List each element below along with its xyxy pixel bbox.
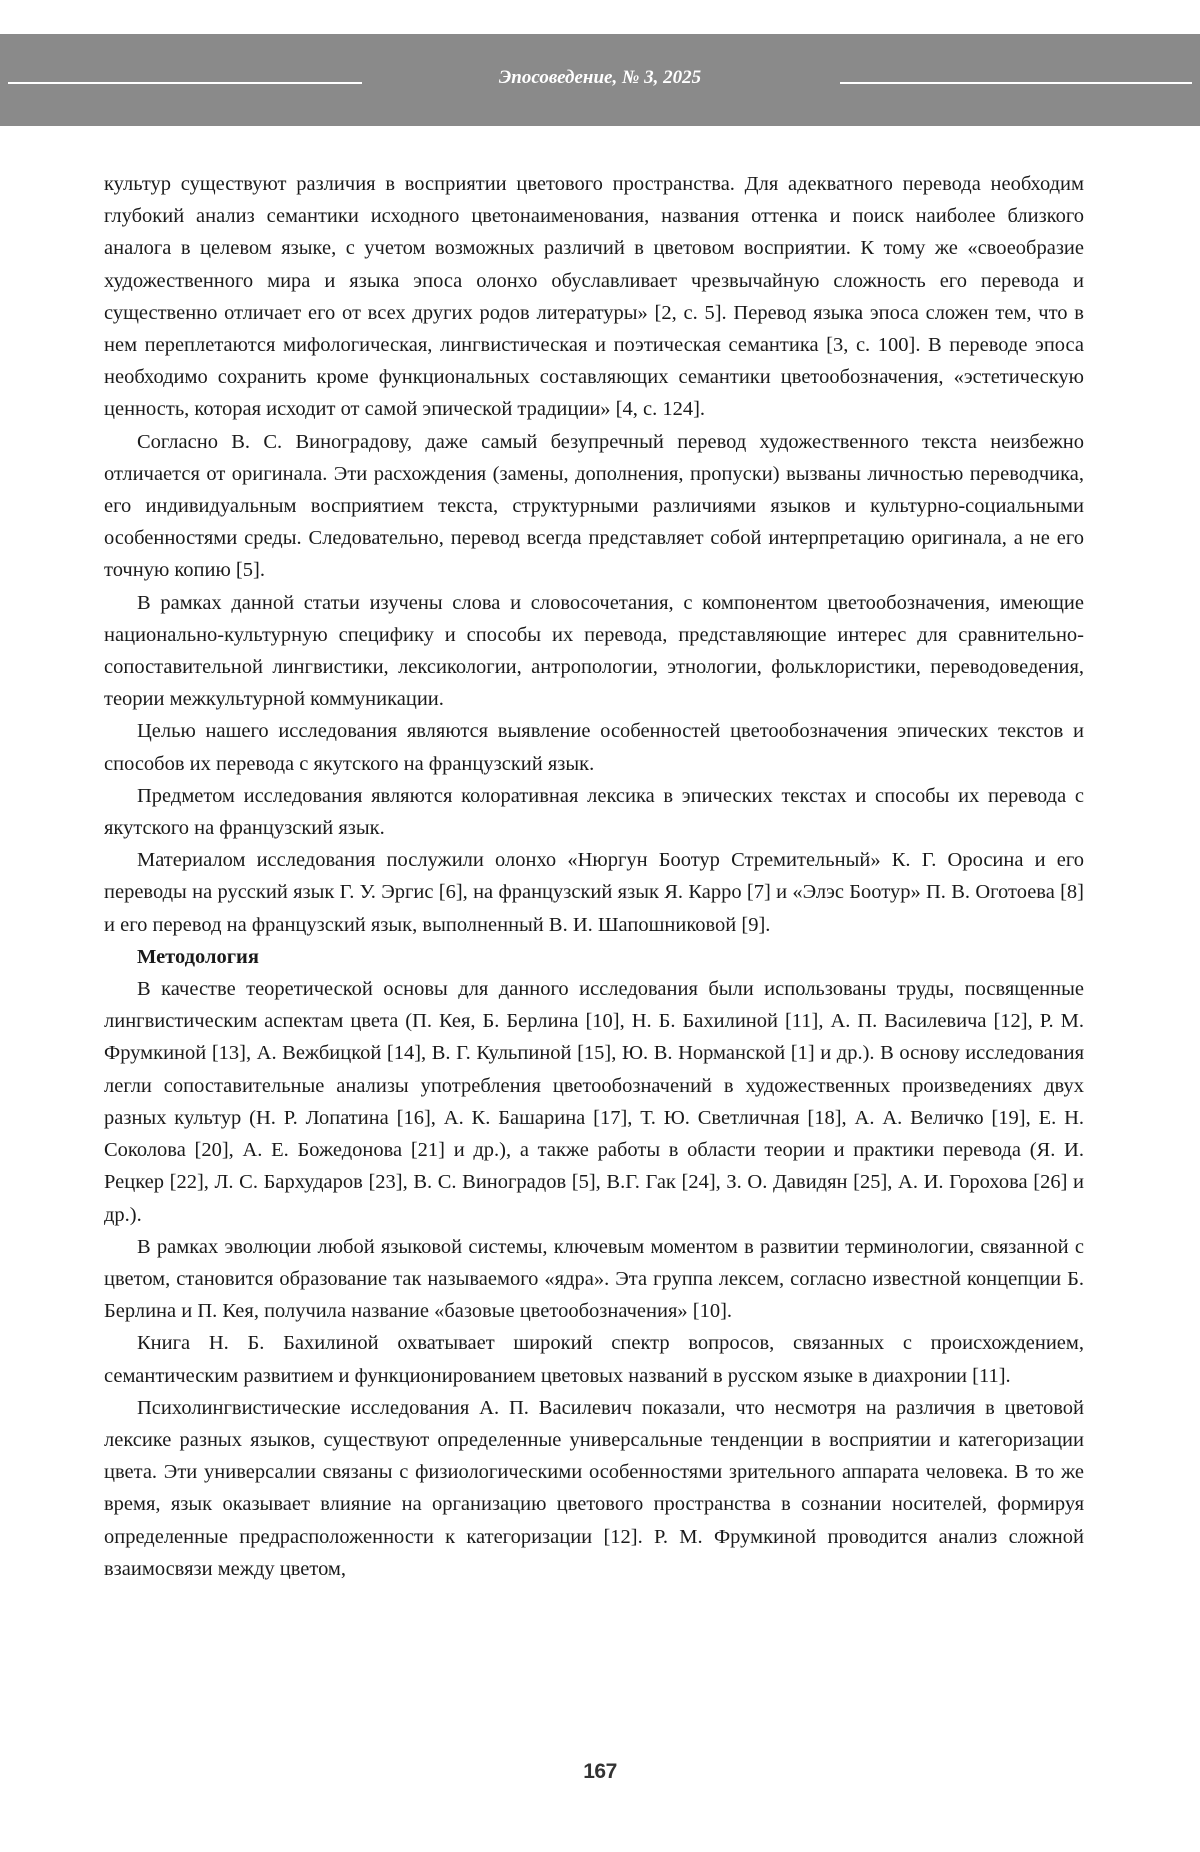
section-heading: Методология [137,945,259,968]
paragraph: Целью нашего исследования являются выявление особенностей цветообозначения эпических текстов и способов их перевода с якутского на французский язык. [104,720,1084,775]
paragraph: В рамках данной статьи изучены слова и словосочетания, с компонентом цветообозначения, имеющие национально-культурную специфику и способы их перевода, представляющие интерес для сравнительно-сопоставительной лингвистики, лексикологии, антропологии, этнологии, фольклористики, переводоведения, теории межкультурной коммуникации. [104,591,1084,711]
paragraph: Материалом исследования послужили олонхо «Нюргун Боотур Стремительный» К. Г. Оросина и его переводы на русский язык Г. У. Эргис [6], на французский язык Я. Карро [7] и «Элэс Боотур» П. В. Оготоева [8] и его перевод на французский язык, выполненный В. И. Шапошниковой [9]. [104,849,1084,936]
paragraph: В качестве теоретической основы для данного исследования были использованы труды, посвященные лингвистическим аспектам цвета (П. Кея, Б. Берлина [10], Н. Б. Бахилиной [11], А. П. Василевича [12], Р. М. Фрумкиной [13], А. Вежбицкой [14], В. Г. Кульпиной [15], Ю. В. Норманской [1] и др.). В основу исследования легли сопоставительные анализы употребления цветообозначений в художественных произведениях двух разных культур (Н. Р. Лопатина [16], А. К. Башарина [17], Т. Ю. Светличная [18], А. А. Величко [19], Е. Н. Соколова [20], А. Е. Божедонова [21] и др.), а также работы в области теории и практики перевода (Я. И. Рецкер [22], Л. С. Бархударов [23], В. С. Виноградов [5], В.Г. Гак [24], З. О. Давидян [25], А. И. Горохова [26] и др.). [104,978,1084,1226]
journal-title: Эпосоведение, № 3, 2025 [498,67,702,88]
article-body [104,168,1084,1585]
paragraph: Книга Н. Б. Бахилиной охватывает широкий спектр вопросов, связанных с происхождением, семантическим развитием и функционированием цветовых названий в русском языке в диахронии [11]. [104,1332,1084,1387]
paragraph: В рамках эволюции любой языковой системы, ключевым моментом в развитии терминологии, связанной с цветом, становится образование так называемого «ядра». Эта группа лексем, согласно известной концепции Б. Берлина и П. Кея, получила название «базовые цветообозначения» [10]. [104,1235,1084,1323]
paragraph-continued: культур существуют различия в восприятии цветового пространства. Для адекватного перевода необходим глубокий анализ семантики исходного цветонаименования, названия оттенка и поиск наиболее близкого аналога в целевом языке, с учетом возможных различий в цветовом восприятии. К тому же «своеобразие художественного мира и языка эпоса олонхо обуславливает чрезвычайную сложность его перевода и существенно отличает его от всех других родов литературы» [2, с. 5]. Перевод языка эпоса сложен тем, что в нем переплетаются мифологическая, лингвистическая и поэтическая семантика [3, с. 100]. В переводе эпоса необходимо сохранить кроме функциональных составляющих семантики цветообозначения, «эстетическую ценность, которая исходит от самой эпической традиции» [4, с. 124]. [104,173,1084,421]
paragraph: Психолингвистические исследования А. П. Василевич показали, что несмотря на различия в цветовой лексике разных языков, существуют определенные универсальные тенденции в восприятии и категоризации цвета. Эти универсалии связаны с физиологическими особенностями зрительного аппарата человека. В то же время, язык оказывает влияние на организацию цветового пространства в сознании носителей, формируя определенные предрасположенности к категоризации [12]. Р. М. Фрумкиной проводится анализ сложной взаимосвязи между цветом, [104,1396,1084,1580]
page-number: 167 [583,1760,617,1783]
header-rule-right [840,82,1192,84]
header-rule-left [8,82,362,84]
paragraph: Предметом исследования являются колоративная лексика в эпических текстах и способы их перевода с якутского на французский язык. [104,784,1084,840]
paragraph: Согласно В. С. Виноградову, даже самый безупречный перевод художественного текста неизбежно отличается от оригинала. Эти расхождения (замены, дополнения, пропуски) вызваны личностью переводчика, его индивидуальным восприятием текста, структурными различиями языков и культурно-социальными особенностями среды. Следовательно, перевод всегда представляет собой интерпретацию оригинала, а не его точную копию [5]. [104,430,1084,582]
